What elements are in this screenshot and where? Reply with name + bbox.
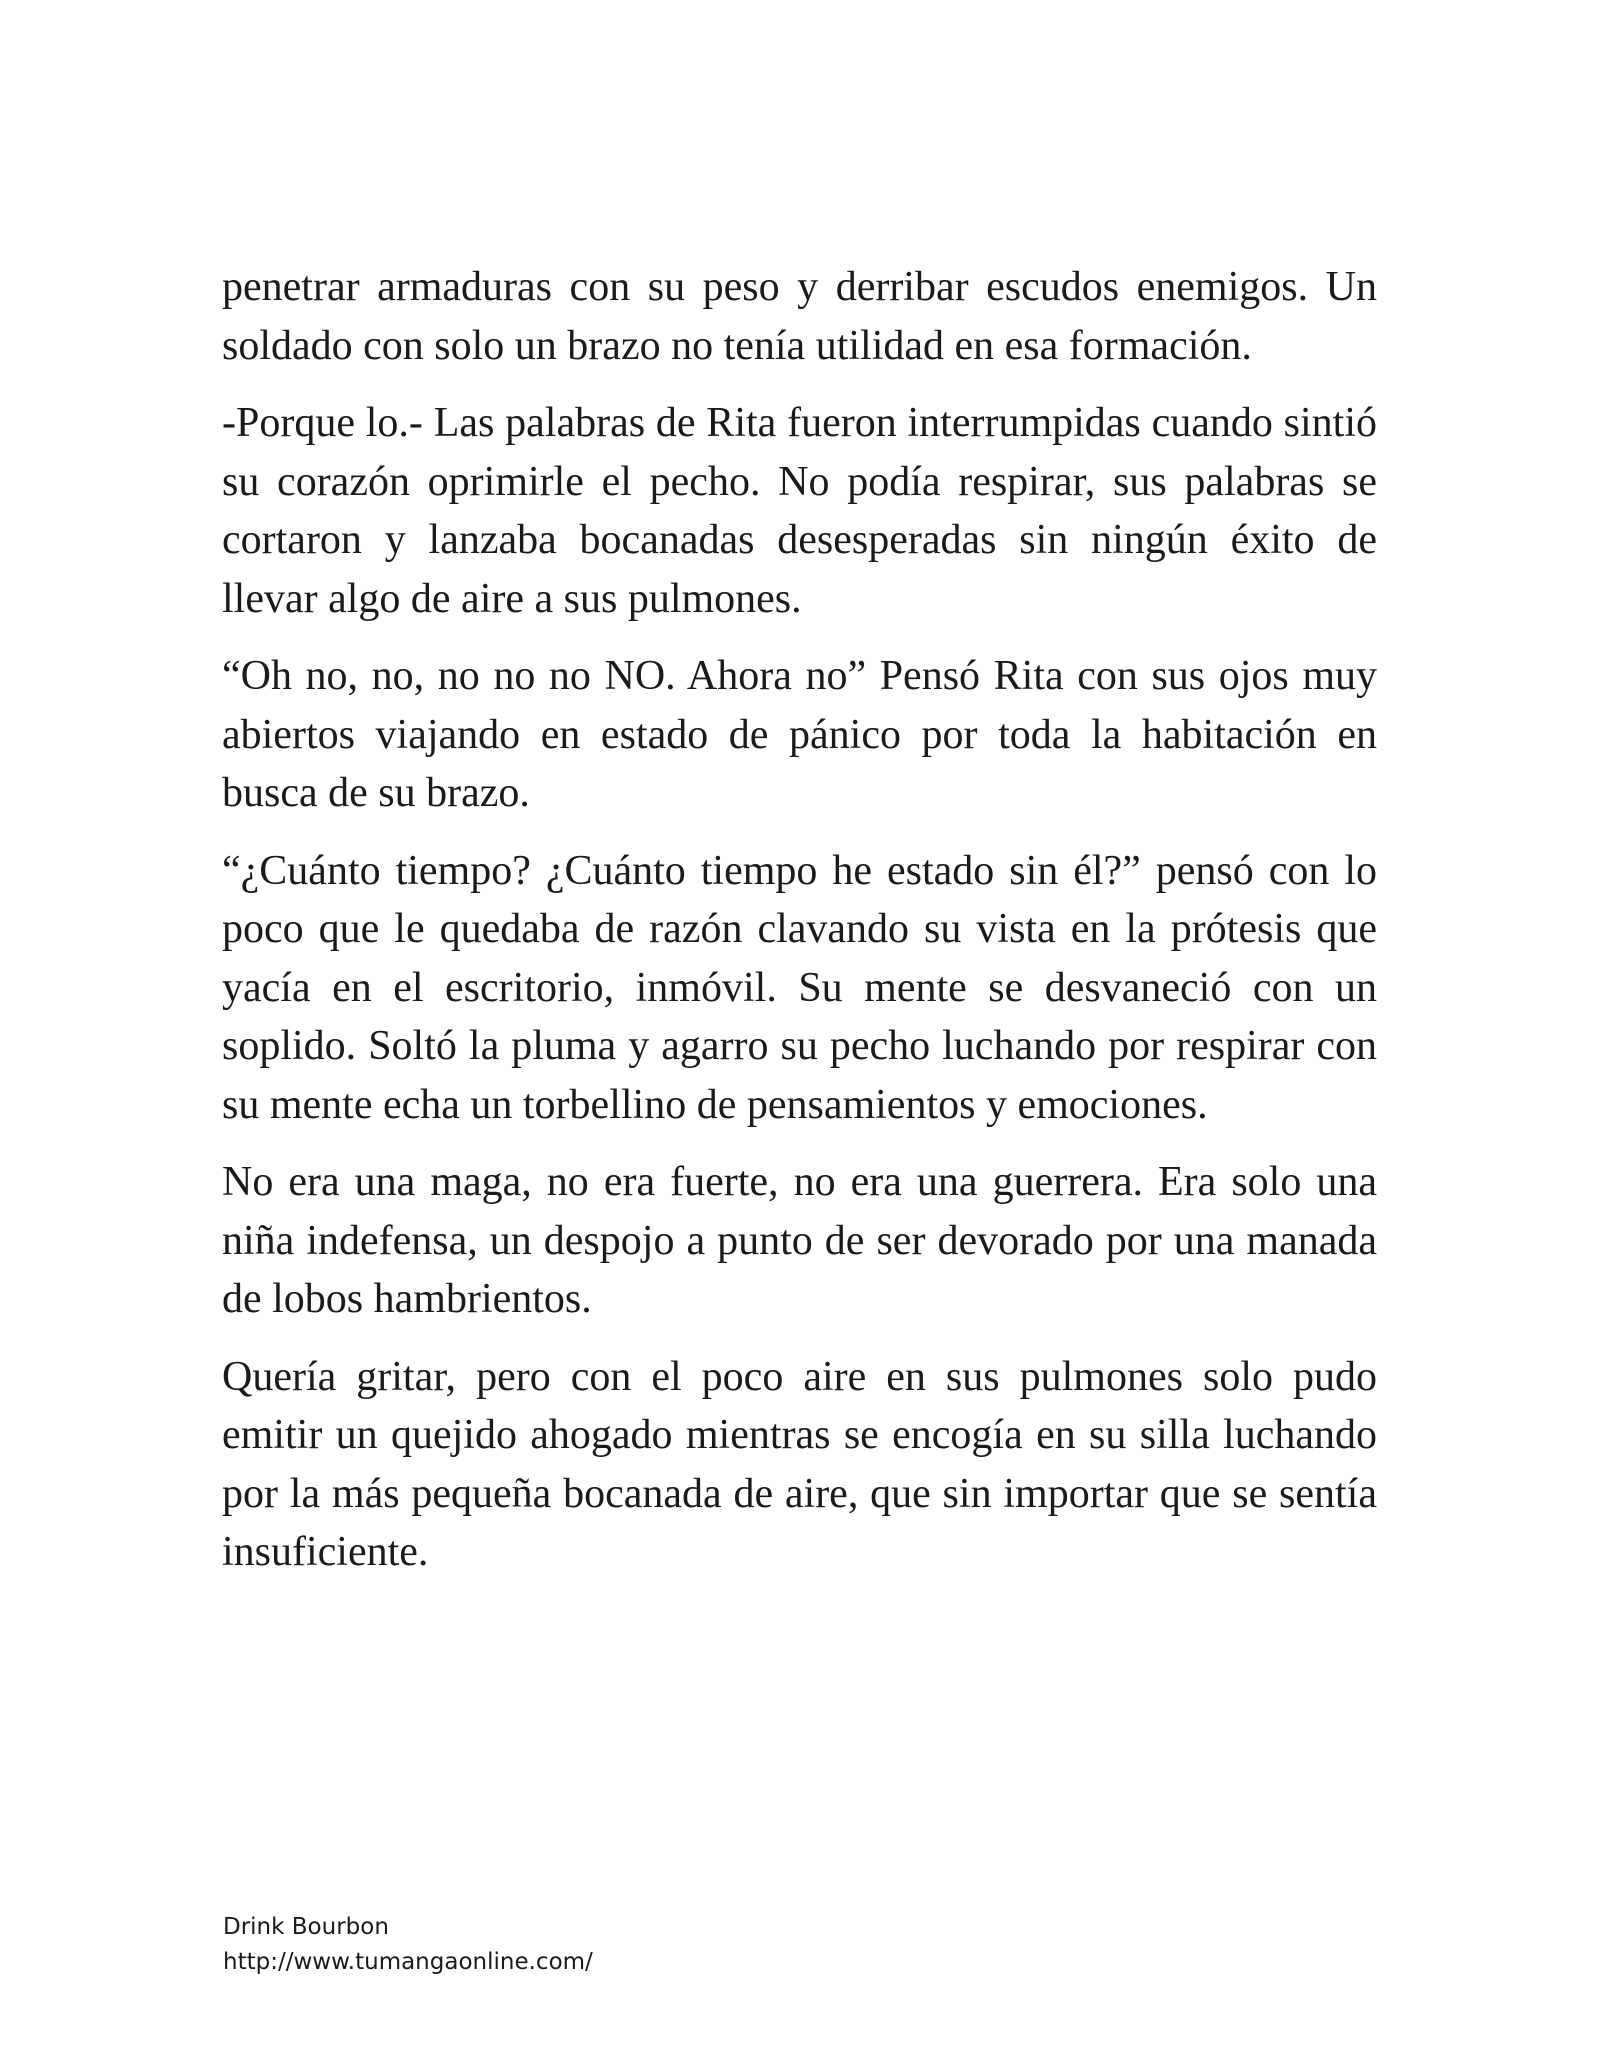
- document-body: [222, 258, 1377, 1601]
- paragraph-3: “Oh no, no, no no no NO. Ahora no” Pensó Rita con sus ojos muy abiertos viajando en estado de pánico por toda la habitación en busca de su brazo.: [222, 653, 1377, 816]
- page-footer: [223, 1910, 593, 1980]
- paragraph-1: penetrar armaduras con su peso y derribar escudos enemigos. Un soldado con solo un brazo no tenía utilidad en esa formación.: [222, 264, 1377, 369]
- paragraph-5: No era una maga, no era fuerte, no era una guerrera. Era solo una niña indefensa, un despojo a punto de ser devorado por una manada de lobos hambrientos.: [222, 1159, 1377, 1322]
- footer-author: Drink Bourbon: [223, 1914, 389, 1940]
- paragraph-2: -Porque lo.- Las palabras de Rita fueron interrumpidas cuando sintió su corazón oprimirle el pecho. No podía respirar, sus palabras se cortaron y lanzaba bocanadas desesperadas sin ningún éxito de llevar algo de aire a sus pulmones.: [222, 400, 1377, 622]
- paragraph-4: “¿Cuánto tiempo? ¿Cuánto tiempo he estado sin él?” pensó con lo poco que le quedaba de razón clavando su vista en la prótesis que yacía en el escritorio, inmóvil. Su mente se desvaneció con un soplido. Soltó la pluma y agarro su pecho luchando por respirar con su mente echa un torbellino de pensamientos y emociones.: [222, 847, 1377, 1128]
- footer-url: http://www.tumangaonline.com/: [223, 1949, 593, 1975]
- paragraph-6: Quería gritar, pero con el poco aire en sus pulmones solo pudo emitir un quejido ahogado mientras se encogía en su silla luchando por la más pequeña bocanada de aire, que sin importar que se sentía insuficiente.: [222, 1353, 1377, 1575]
